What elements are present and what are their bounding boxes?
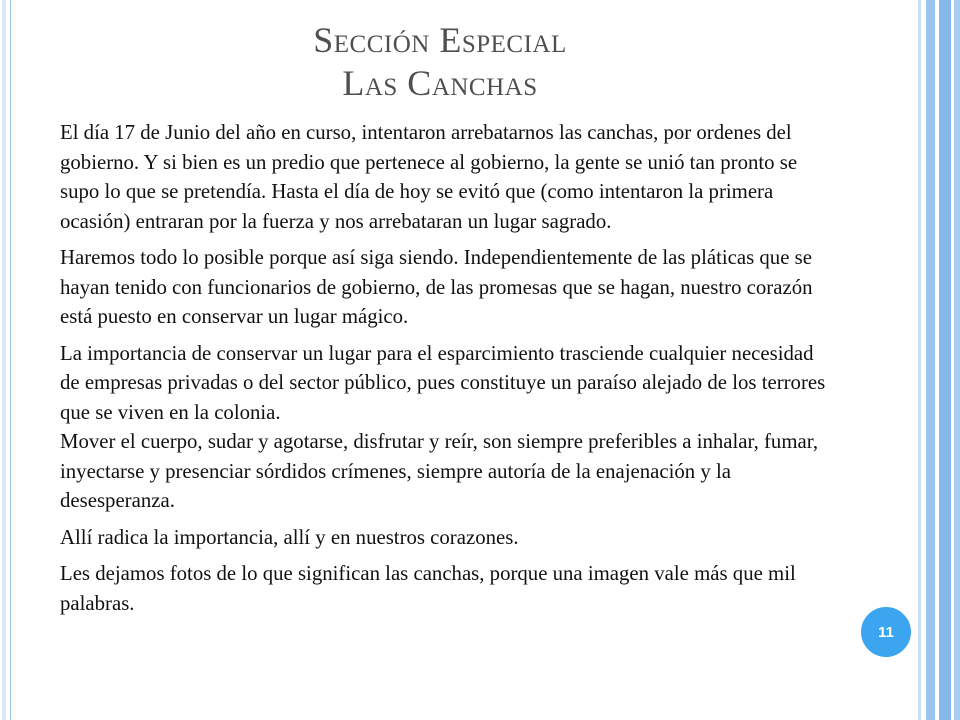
- stripe: [939, 0, 951, 720]
- stripe: [926, 0, 935, 720]
- paragraph-4: Mover el cuerpo, sudar y agotarse, disfrutar y reír, son siempre preferibles a inhalar, fumar, inyectarse y presenciar sórdidos crímenes, siempre autoría de la enajenación y la desesperanza.: [60, 430, 819, 512]
- paragraph-6: Les dejamos fotos de lo que significan las canchas, porque una imagen vale más que mil palabras.: [60, 562, 796, 615]
- left-border-decoration: [0, 0, 11, 720]
- paragraph-1: El día 17 de Junio del año en curso, intentaron arrebatarnos las canchas, por ordenes del gobierno. Y si bien es un predio que pertenece al gobierno, la gente se unió tan pronto se supo lo que se pretendía. Hasta el día de hoy se evitó que (como intentaron la primera ocasión) entraran por la fuerza y nos arrebataran un lugar sagrado.: [60, 121, 798, 233]
- page-number-badge: 11: [858, 604, 914, 660]
- slide-body: [60, 118, 830, 625]
- slide-title-line-1: Sección Especial: [313, 20, 567, 60]
- slide-title-line-2: Las Canchas: [342, 63, 538, 103]
- right-stripe-decoration: [918, 0, 960, 720]
- paragraph-3: La importancia de conservar un lugar para el esparcimiento trasciende cualquier necesidad de empresas privadas o del sector público, pues constituye un paraíso alejado de los terrores que se viven en la colonia.: [60, 341, 826, 424]
- stripe: [954, 0, 960, 720]
- paragraph-2: Haremos todo lo posible porque así siga siendo. Independientemente de las pláticas que se hayan tenido con funcionarios de gobierno, de las promesas que se hagan, nuestro corazón está puesto en conservar un lugar mágico.: [60, 246, 813, 328]
- paragraph-5: Allí radica la importancia, allí y en nuestros corazones.: [60, 525, 519, 549]
